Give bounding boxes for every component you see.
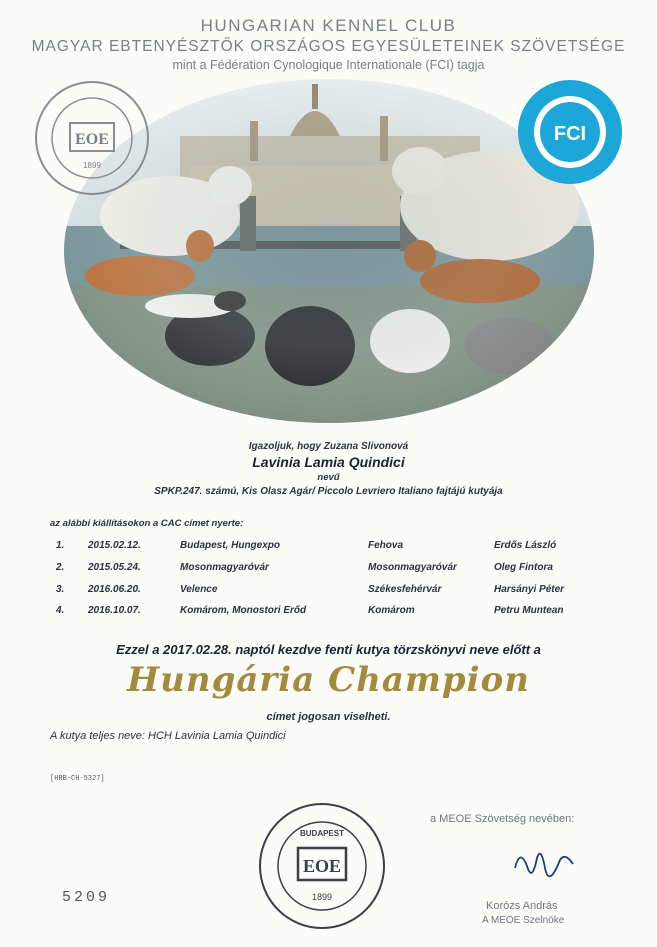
signature-icon xyxy=(505,838,595,898)
result-club: Fehova xyxy=(368,540,404,551)
header-club-name-en: HUNGARIAN KENNEL CLUB xyxy=(200,16,457,35)
result-date: 2015.02.12. xyxy=(88,540,141,551)
result-place: Budapest, Hungexpo xyxy=(180,540,281,551)
result-judge: Oleg Fintora xyxy=(494,562,553,573)
serial-number: 5209 xyxy=(62,889,111,906)
results-intro: az alábbi kiállításokon a CAC címet nyerte: xyxy=(50,518,244,529)
signer-name: Korózs András xyxy=(486,900,558,912)
header-fci-membership: mint a Fédération Cynologique Internationale (FCI) tagja xyxy=(172,58,485,72)
result-club: Székesfehérvár xyxy=(368,584,442,595)
result-number: 2. xyxy=(56,562,65,573)
breed-line: SPKP.247. számú, Kis Olasz Agár/ Piccolo Levriero Italiano fajtájú kutyája xyxy=(154,486,503,497)
result-place: Mosonmagyaróvár xyxy=(180,562,269,573)
meoe-monogram: EOE xyxy=(75,131,109,148)
result-judge: Erdős László xyxy=(494,540,557,551)
on-behalf-line: a MEOE Szövetség nevében: xyxy=(430,813,575,825)
champion-title: Hungária Champion xyxy=(127,660,530,700)
result-date: 2016.06.20. xyxy=(88,584,141,595)
seal-city: BUDAPEST xyxy=(299,829,345,838)
fci-logo-icon xyxy=(516,78,624,186)
meoe-budapest-seal-icon xyxy=(256,800,388,932)
result-judge: Petru Muntean xyxy=(494,605,564,616)
reference-code: [HRB-CH-5327] xyxy=(50,775,105,783)
result-number: 1. xyxy=(56,540,65,551)
dog-name: Lavinia Lamia Quindici xyxy=(252,454,405,470)
certify-line: Igazoljuk, hogy Zuzana Slivonová xyxy=(248,441,409,452)
result-place: Komárom, Monostori Erőd xyxy=(180,605,307,616)
result-number: 3. xyxy=(56,584,65,595)
result-number: 4. xyxy=(56,605,65,616)
since-line: Ezzel a 2017.02.28. naptól kezdve fenti kutya törzskönyvi neve előtt a xyxy=(116,642,541,657)
seal-monogram: EOE xyxy=(302,856,342,876)
meoe-seal-icon xyxy=(32,78,152,198)
result-club: Komárom xyxy=(368,605,415,616)
title-rights-line: címet jogosan viselheti. xyxy=(266,711,391,723)
result-place: Velence xyxy=(180,584,218,595)
nevu-label: nevű xyxy=(317,472,340,483)
result-row xyxy=(0,605,657,623)
signer-role: A MEOE Szelnöke xyxy=(482,915,565,926)
result-row xyxy=(0,562,657,580)
result-row xyxy=(0,540,657,558)
header-club-name-hu: MAGYAR EBTENYÉSZTŐK ORSZÁGOS EGYESÜLETEINEK SZÖVETSÉGE xyxy=(31,38,626,55)
result-row xyxy=(0,584,657,602)
result-date: 2015.05.24. xyxy=(88,562,141,573)
seal-year: 1899 xyxy=(311,892,333,902)
fci-center-text: FCI xyxy=(553,123,587,145)
result-date: 2016.10.07. xyxy=(88,605,141,616)
meoe-seal-year: 1899 xyxy=(83,161,101,170)
result-judge: Harsányi Péter xyxy=(494,584,565,595)
result-club: Mosonmagyaróvár xyxy=(368,562,457,573)
dog-full-name: A kutya teljes neve: HCH Lavinia Lamia Quindici xyxy=(50,730,286,742)
